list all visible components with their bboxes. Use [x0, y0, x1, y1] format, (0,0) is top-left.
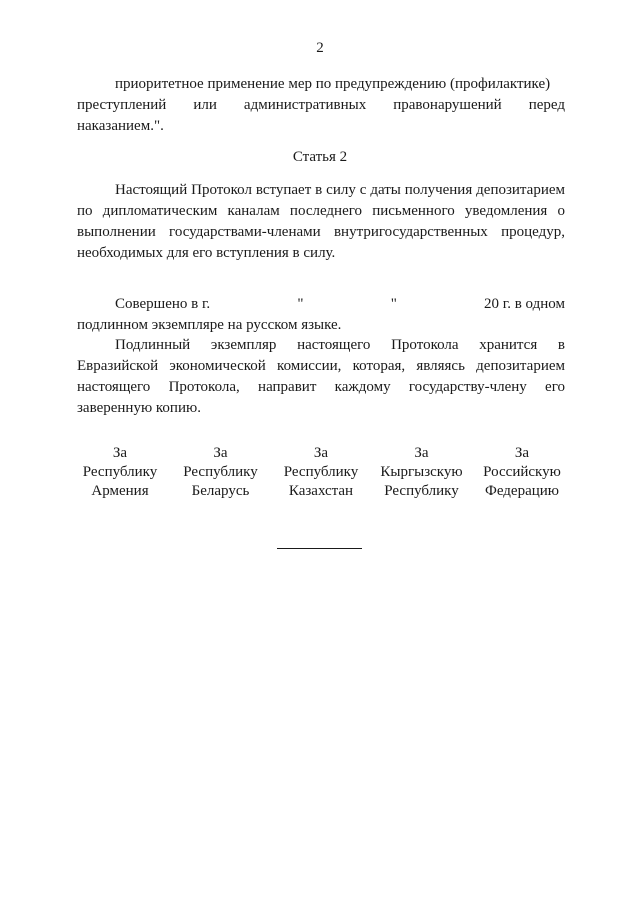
signature-belarus	[173, 444, 269, 501]
continuation-line: преступлений или административных правонарушений перед	[77, 97, 565, 113]
signature-line: Кыргызскую	[380, 464, 463, 480]
done-at-continuation: подлинном экземпляре на русском языке.	[77, 317, 342, 333]
page-number: 2	[316, 40, 324, 56]
signature-line: Армения	[91, 483, 149, 499]
continuation-line: наказанием.".	[77, 118, 164, 134]
signature-kazakhstan	[273, 444, 369, 501]
signature-russia	[474, 444, 570, 501]
done-at-line	[77, 294, 565, 315]
signature-line: Казахстан	[288, 483, 354, 499]
done-at-text: Совершено в г.	[115, 296, 211, 312]
signature-line: За	[213, 445, 228, 461]
signature-line: За	[514, 445, 530, 461]
continuation-line: приоритетное применение мер по предупреждению (профилактике)	[115, 76, 551, 92]
signature-line: Беларусь	[191, 483, 250, 499]
signature-kyrgyzstan	[374, 444, 470, 501]
signature-line: Республику	[82, 464, 158, 480]
original-copy-paragraph: Подлинный экземпляр настоящего Протокола хранится в Евразийской экономической комиссии, которая, являясь депозитарием настоящего Протокола, направит каждому государству-члену его заверенную копию.	[77, 337, 565, 416]
signature-block	[72, 444, 570, 501]
signature-line: Республику	[384, 483, 459, 499]
signature-line: Республику	[283, 464, 359, 480]
signature-line: За	[112, 445, 128, 461]
signature-line: Республику	[183, 464, 258, 480]
date-quote-open: "	[297, 296, 304, 312]
signature-line: Федерацию	[484, 483, 560, 499]
closing-rule-divider	[277, 548, 362, 549]
article-paragraph: Настоящий Протокол вступает в силу с даты получения депозитарием по дипломатическим каналам последнего письменного уведомления о выполнении государствами-членами внутригосударственных процедур, необходимых для его вступления в силу.	[77, 182, 565, 261]
signature-line: За	[313, 445, 329, 461]
paragraph-continuation	[77, 74, 565, 137]
signature-line: За	[414, 445, 429, 461]
signature-armenia	[72, 444, 168, 501]
execution-clause	[77, 294, 565, 336]
date-quote-close: "	[390, 296, 397, 312]
signature-line: Российскую	[483, 464, 561, 480]
year-text: 20 г. в одном	[484, 296, 565, 312]
article-heading: Статья 2	[292, 149, 348, 165]
